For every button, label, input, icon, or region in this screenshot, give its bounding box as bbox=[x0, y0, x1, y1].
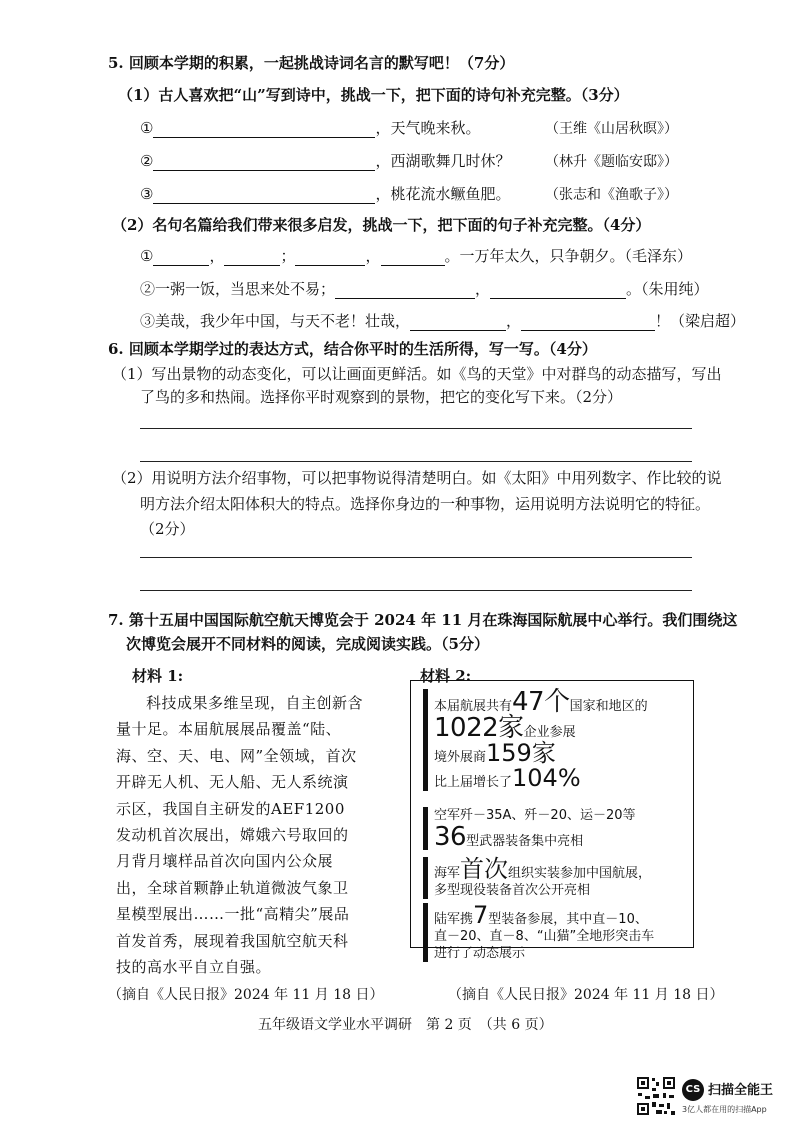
blank[interactable] bbox=[295, 251, 365, 266]
q7-title-a: 7. 第十五届中国国际航空航天博览会于 2024 年 11 月在珠海国际航展中心举行。我们围绕这 bbox=[108, 611, 738, 629]
q5-famous-line1: ① ， ； ， 。一万年太久，只争朝夕。（毛泽东） bbox=[140, 247, 693, 265]
blank[interactable] bbox=[153, 156, 375, 171]
blank[interactable] bbox=[381, 251, 445, 266]
q5-sub2: （2）名句名篇给我们带来很多启发，挑战一下，把下面的句子补充完整。（4分） bbox=[112, 216, 651, 234]
source: （张志和《渔歌子》） bbox=[545, 187, 678, 203]
info-section-exhibitors: 本届航展共有47个国家和地区的 1022家企业参展 境外展商159家 比上届增长了104% bbox=[423, 689, 690, 791]
q5-famous-line3: ③美哉，我少年中国，与天不老！壮哉， ， ！（梁启超） bbox=[140, 312, 746, 330]
material2-infographic bbox=[410, 680, 694, 961]
q6-p1b: 了鸟的多和热闹。选择你平时观察到的景物，把它的变化写下来。（2分） bbox=[140, 388, 623, 406]
q6-p2c: （2分） bbox=[140, 520, 195, 538]
material2-source: （摘自《人民日报》2024 年 11 月 18 日） bbox=[448, 987, 724, 1003]
q5-sub1: （1）古人喜欢把“山”写到诗中，挑战一下，把下面的诗句补充完整。（3分） bbox=[118, 86, 629, 104]
q5-famous-line2: ②一粥一饭，当思来处不易； ， 。（朱用纯） bbox=[140, 280, 709, 298]
q5-title: 5. 回顾本学期的积累，一起挑战诗词名言的默写吧！（7分） bbox=[108, 54, 515, 72]
page-footer: 五年级语文学业水平调研 第 2 页 （共 6 页） bbox=[258, 1017, 553, 1033]
answer-line[interactable] bbox=[140, 590, 692, 591]
q5-line1: ① ，天气晚来秋。 bbox=[140, 119, 481, 137]
camscanner-logo-icon: CS bbox=[682, 1079, 704, 1101]
source: （林升《题临安邸》） bbox=[545, 154, 678, 170]
blank[interactable] bbox=[153, 189, 375, 204]
q6-p2a: （2）用说明方法介绍事物，可以把事物说得清楚明白。如《太阳》中用列数字、作比较的说 bbox=[112, 469, 722, 487]
answer-line[interactable] bbox=[140, 557, 692, 558]
blank[interactable] bbox=[153, 251, 209, 266]
q5-line2: ② ，西湖歌舞几时休？ bbox=[140, 152, 511, 170]
answer-line[interactable] bbox=[140, 461, 692, 462]
info-section-airforce: 空军歼－35A、歼－20、运－20等 36型武器装备集中亮相 bbox=[423, 807, 690, 850]
q5-line3: ③ ，桃花流水鳜鱼肥。 bbox=[140, 185, 511, 203]
blank[interactable] bbox=[335, 284, 475, 299]
blank[interactable] bbox=[490, 284, 626, 299]
q6-p1a: （1）写出景物的动态变化，可以让画面更鲜活。如《鸟的天堂》中对群鸟的动态描写，写出 bbox=[112, 365, 722, 383]
qr-code-icon bbox=[636, 1076, 676, 1116]
info-section-army: 陆军携7型装备参展，其中直－10、 直－20、直－8、“山猫”全地形突击车 进行了动态展示 bbox=[423, 903, 690, 962]
blank[interactable] bbox=[153, 123, 375, 138]
material1-label: 材料 1: bbox=[132, 667, 184, 685]
q7-title-b: 次博览会展开不同材料的阅读，完成阅读实践。（5分） bbox=[126, 635, 489, 653]
material2-label: 材料 2: bbox=[420, 667, 472, 685]
blank[interactable] bbox=[410, 316, 506, 331]
source: （王维《山居秋暝》） bbox=[545, 121, 678, 137]
badge-title: 扫描全能王 bbox=[708, 1083, 774, 1098]
material1-source: （摘自《人民日报》2024 年 11 月 18 日） bbox=[108, 987, 384, 1003]
info-section-navy: 海军首次组织实装参加中国航展， 多型现役装备首次公开亮相 bbox=[423, 857, 690, 899]
blank[interactable] bbox=[224, 251, 280, 266]
answer-line[interactable] bbox=[140, 428, 692, 429]
q6-title: 6. 回顾本学期学过的表达方式，结合你平时的生活所得，写一写。（4分） bbox=[108, 340, 597, 358]
badge-subtitle: 3亿人都在用的扫描App bbox=[682, 1105, 767, 1114]
material1-text: 科技成果多维呈现，自主创新含量十足。本届航展展品覆盖“陆、海、空、天、电、网”全领域，首次开辟无人机、无人船、无人系统演示区，我国自主研发的AEF1200 发动机首次展出，嫦娥六号取回的月背月壤样品首次向国内公众展出，全球首颗静止轨道微波气象卫星模型展出……一批“高精尖”展品首发首秀，展现着我国航空航天科技的高水平自立自强。 bbox=[116, 694, 364, 977]
blank[interactable] bbox=[521, 316, 655, 331]
q6-p2b: 明方法介绍太阳体积大的特点。选择你身边的一种事物，运用说明方法说明它的特征。 bbox=[140, 495, 711, 513]
